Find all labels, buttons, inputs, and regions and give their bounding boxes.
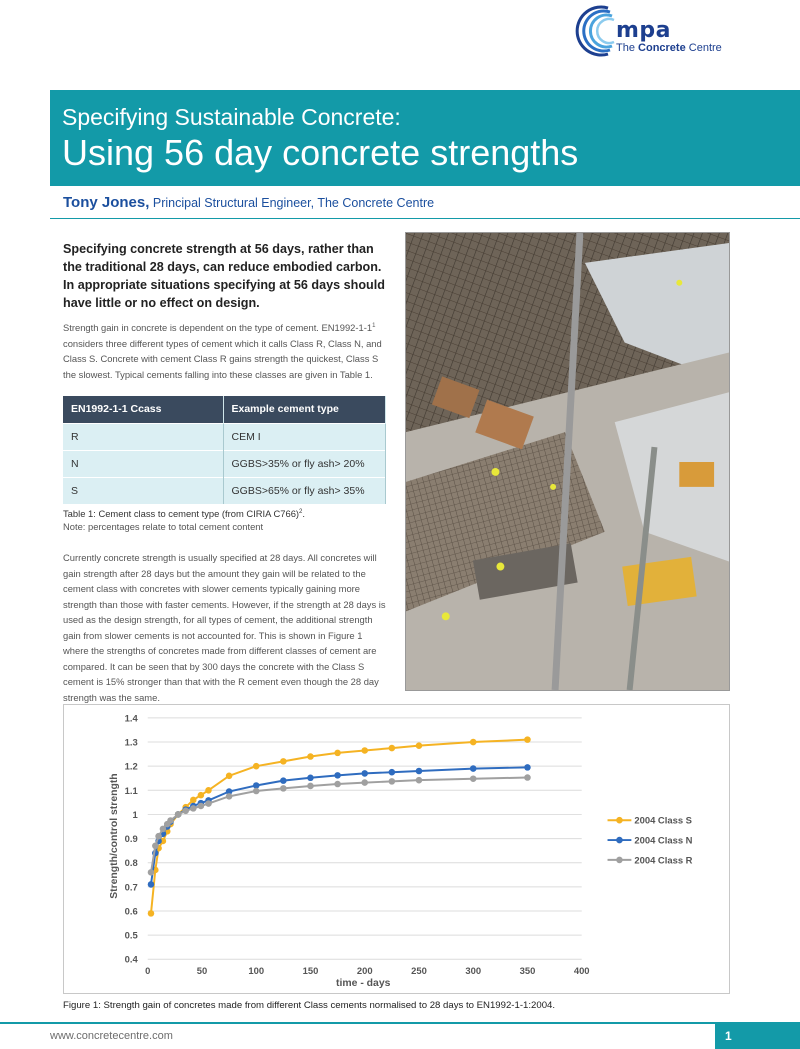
data-point bbox=[389, 769, 396, 776]
table-cell: GGBS>35% or fly ash> 20% bbox=[223, 450, 386, 477]
byline bbox=[63, 194, 434, 211]
y-tick-label: 0.8 bbox=[124, 857, 138, 869]
body-paragraph-1: Strength gain in concrete is dependent on the type of cement. $EN1992-1-1^1$ considers three different types of cement which it calls Class R, Class N, and Class S. Concrete with cement Class R gains strength the quickest, Class S the slowest. Typical cements falling into these classes are given in Table 1. bbox=[63, 322, 382, 380]
data-point bbox=[334, 772, 341, 779]
data-point bbox=[416, 777, 423, 784]
series-2004-class-s bbox=[148, 736, 531, 916]
data-point bbox=[280, 785, 287, 792]
data-point bbox=[307, 774, 314, 781]
chart-legend bbox=[608, 815, 693, 866]
legend-swatch-marker bbox=[616, 837, 623, 844]
legend-swatch-marker bbox=[616, 857, 623, 864]
x-tick-label: 0 bbox=[145, 965, 151, 977]
y-tick-label: 0.9 bbox=[124, 833, 138, 845]
data-point bbox=[148, 869, 155, 876]
page-subtitle: Specifying Sustainable Concrete: bbox=[62, 104, 401, 130]
data-point bbox=[226, 793, 233, 800]
author-name: Tony Jones, bbox=[63, 194, 150, 211]
title-banner bbox=[50, 90, 800, 186]
data-point bbox=[253, 763, 260, 770]
footer-url[interactable]: www.concretecentre.com bbox=[50, 1030, 173, 1042]
data-point bbox=[205, 787, 212, 794]
x-tick-label: 300 bbox=[465, 965, 482, 977]
data-point bbox=[152, 843, 159, 850]
y-tick-label: 1.1 bbox=[124, 784, 138, 796]
data-point bbox=[190, 805, 197, 812]
data-point bbox=[253, 788, 260, 795]
data-point bbox=[190, 797, 197, 804]
table-note: Note: percentages relate to total cement content bbox=[63, 521, 264, 532]
page-title: Using 56 day concrete strengths bbox=[62, 132, 579, 173]
data-point bbox=[167, 817, 174, 824]
data-point bbox=[334, 781, 341, 788]
table-header-cell: EN1992-1-1 Ccass bbox=[63, 396, 223, 423]
data-point bbox=[416, 742, 423, 749]
table-cell: GGBS>65% or fly ash> 35% bbox=[223, 477, 386, 504]
cement-class-table bbox=[63, 396, 386, 504]
data-point bbox=[205, 800, 212, 807]
body-paragraph-2: Currently concrete strength is usually specified at 28 days. All concretes will gain strength after 28 days but the amount they gain will be related to the cement class with concretes with slower cements typically gaining more strength than those with faster cements. However, if the strength at 28 days is used as the design strength, for all types of cement, the additional strength gain from slower cements is not accounted for. This is shown in Figure 1 where the strengths of concretes made from different classes of cement are compared. It can be seen that by 300 days the concrete with the Class S cement is 15% stronger than that with the R cement even though the 28 day strength was the same. bbox=[63, 552, 386, 703]
y-tick-label: 0.7 bbox=[124, 881, 138, 893]
author-role: Principal Structural Engineer, The Concrete Centre bbox=[152, 196, 435, 210]
y-tick-label: 1.2 bbox=[124, 760, 138, 772]
y-tick-label: 1 bbox=[132, 808, 138, 820]
x-tick-label: 100 bbox=[248, 965, 265, 977]
y-tick-label: 0.4 bbox=[124, 953, 138, 965]
legend-entry bbox=[608, 854, 693, 865]
x-tick-label: 250 bbox=[411, 965, 427, 977]
data-point bbox=[307, 753, 314, 760]
data-point bbox=[334, 750, 341, 757]
data-point bbox=[155, 833, 162, 840]
strength-gain-chart bbox=[63, 704, 730, 994]
figure-caption: Figure 1: Strength gain of concretes made from different Class cements normalised to 28 days to EN1992-1-1:2004. bbox=[63, 1000, 556, 1011]
data-point bbox=[389, 745, 396, 752]
y-tick-labels bbox=[125, 712, 139, 964]
x-tick-labels bbox=[145, 965, 589, 976]
data-point bbox=[198, 792, 205, 799]
data-point bbox=[198, 803, 205, 810]
data-point bbox=[524, 736, 531, 743]
data-point bbox=[307, 783, 314, 790]
table-cell: S bbox=[63, 477, 223, 504]
x-tick-label: 400 bbox=[573, 965, 590, 977]
data-point bbox=[361, 770, 368, 777]
chart-series bbox=[148, 736, 531, 916]
y-tick-label: 1.4 bbox=[124, 712, 138, 724]
page-number: 1 bbox=[715, 1024, 800, 1049]
data-point bbox=[470, 739, 477, 746]
table-row bbox=[63, 423, 386, 450]
x-axis-label: time - days bbox=[336, 978, 391, 990]
x-tick-label: 350 bbox=[519, 965, 536, 977]
logo-name: mpa bbox=[616, 18, 672, 43]
data-point bbox=[226, 773, 233, 780]
legend-entry bbox=[608, 835, 693, 846]
table-header-cell: Example cement type bbox=[223, 396, 386, 423]
data-point bbox=[470, 775, 477, 782]
y-tick-label: 0.6 bbox=[124, 905, 138, 917]
data-point bbox=[361, 747, 368, 754]
data-point bbox=[524, 774, 531, 781]
data-point bbox=[524, 764, 531, 771]
table-caption: Table 1: Cement class to cement type (from CIRIA C766)$^2$. Note: percentages relate to total cement content bbox=[63, 508, 305, 532]
table-cell: CEM I bbox=[223, 423, 386, 450]
data-point bbox=[148, 910, 155, 917]
table-row bbox=[63, 477, 386, 504]
table-cell: N bbox=[63, 450, 223, 477]
y-tick-label: 0.5 bbox=[124, 929, 138, 941]
table-row bbox=[63, 450, 386, 477]
data-point bbox=[182, 808, 189, 815]
data-point bbox=[148, 881, 155, 888]
data-point bbox=[470, 765, 477, 772]
table-cell: R bbox=[63, 423, 223, 450]
legend-label: 2004 Class N bbox=[634, 834, 693, 846]
construction-site-photo bbox=[405, 232, 730, 691]
logo-tagline: The Concrete Centre bbox=[616, 42, 722, 54]
legend-entry bbox=[608, 815, 692, 826]
data-point bbox=[361, 779, 368, 786]
lead-paragraph: Specifying concrete strength at 56 days, rather than the traditional 28 days, can reduce embodied carbon. In appropriate situations specifying at 56 days should have little or no effect on design. bbox=[63, 242, 385, 310]
chart-grid bbox=[148, 718, 582, 959]
footer-divider bbox=[0, 1022, 800, 1024]
y-tick-label: 1.3 bbox=[124, 736, 138, 748]
data-point bbox=[389, 778, 396, 785]
series-2004-class-r bbox=[148, 774, 531, 875]
x-tick-label: 200 bbox=[356, 965, 373, 977]
legend-swatch-marker bbox=[616, 817, 623, 824]
x-tick-label: 150 bbox=[302, 965, 319, 977]
y-axis-label: Strength/control strength bbox=[108, 773, 120, 899]
data-point bbox=[280, 777, 287, 784]
data-point bbox=[175, 811, 182, 818]
data-point bbox=[280, 758, 287, 765]
legend-label: 2004 Class S bbox=[634, 814, 692, 826]
table-header-row bbox=[63, 396, 386, 423]
byline-divider bbox=[50, 218, 800, 219]
x-tick-label: 50 bbox=[196, 965, 208, 977]
data-point bbox=[416, 768, 423, 775]
legend-label: 2004 Class R bbox=[634, 854, 693, 866]
